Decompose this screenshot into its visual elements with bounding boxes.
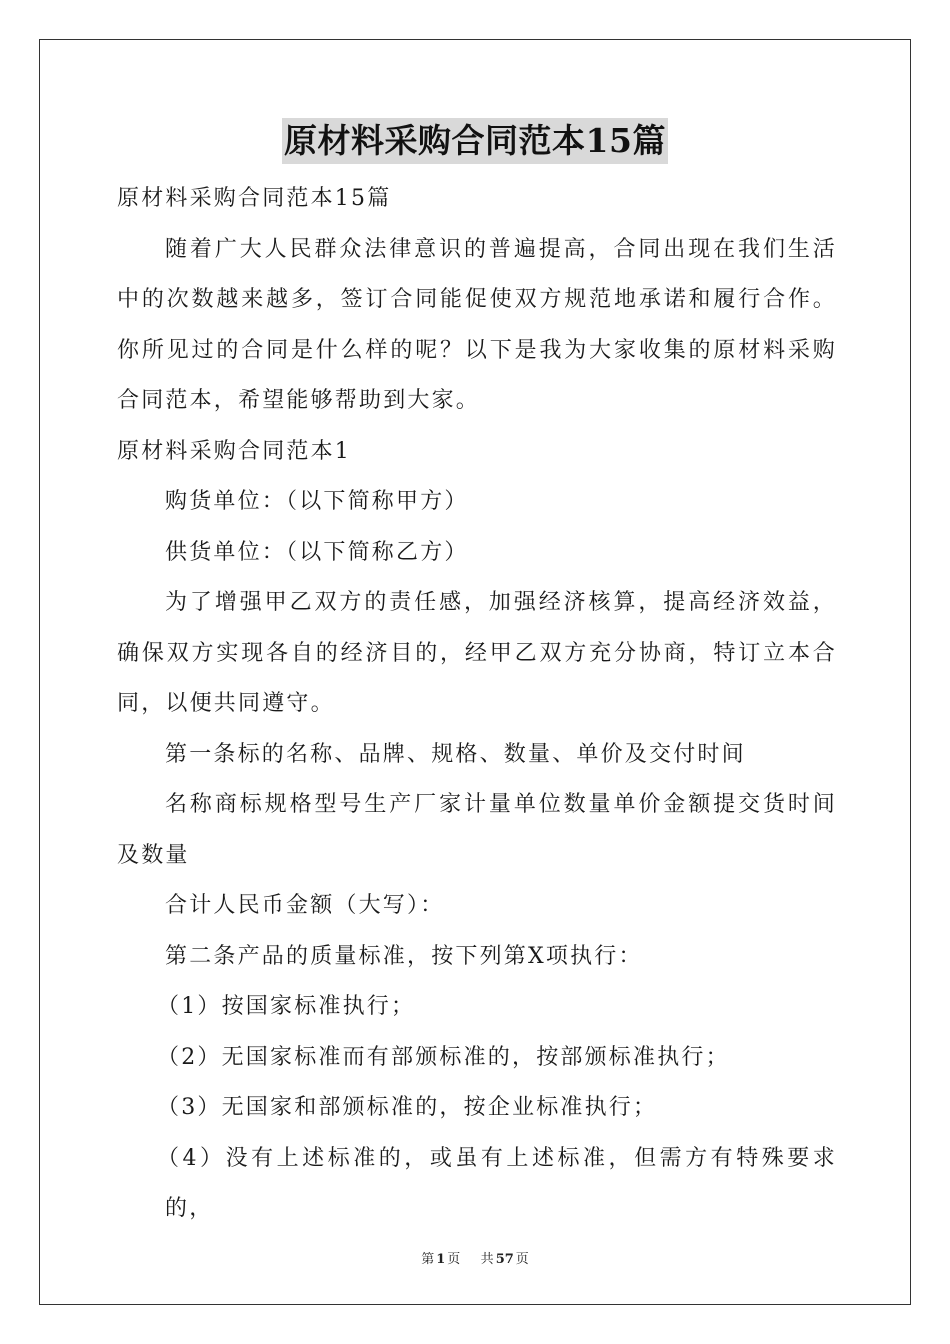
title-container [0, 118, 950, 164]
paragraph-intro: 随着广大人民群众法律意识的普遍提高，合同出现在我们生活中的次数越来越多，签订合同能促使双方规范地承诺和履行合作。你所见过的合同是什么样的呢？以下是我为大家收集的原材料采购合同范本，希望能够帮助到大家。 [117, 236, 837, 413]
list-item: （1）按国家标准执行； [157, 994, 416, 1019]
document-body [117, 174, 837, 1235]
paragraph-total-amount: 合计人民币金额（大写）： [165, 893, 445, 918]
paragraph-purpose: 为了增强甲乙双方的责任感，加强经济核算，提高经济效益，确保双方实现各自的经济目的，经甲乙双方充分协商，特订立本合同，以便共同遵守。 [117, 590, 837, 716]
page-footer [0, 1248, 950, 1267]
list-item: （2）无国家标准而有部颁标准的，按部颁标准执行； [157, 1044, 730, 1070]
paragraph-supplier: 供货单位：（以下简称乙方） [165, 539, 469, 565]
article-1-heading: 第一条标的名称、品牌、规格、数量、单价及交付时间 [165, 741, 746, 767]
article-2-heading: 第二条产品的质量标准，按下列第X项执行： [165, 943, 643, 969]
document-title: 原材料采购合同范本15篇 [282, 118, 668, 164]
list-item: （3）无国家和部颁标准的，按企业标准执行； [157, 1095, 658, 1120]
page-total: 共 57 页 [480, 1252, 529, 1267]
paragraph-subtitle: 原材料采购合同范本15篇 [117, 186, 392, 211]
page-number: 第 1 页 [421, 1252, 461, 1267]
paragraph-item-fields: 名称商标规格型号生产厂家计量单位数量单价金额提交货时间及数量 [117, 792, 837, 868]
paragraph-buyer: 购货单位：（以下简称甲方） [165, 489, 469, 514]
section-heading: 原材料采购合同范本1 [117, 438, 351, 464]
list-item: （4）没有上述标准的，或虽有上述标准，但需方有特殊要求的， [157, 1145, 837, 1221]
